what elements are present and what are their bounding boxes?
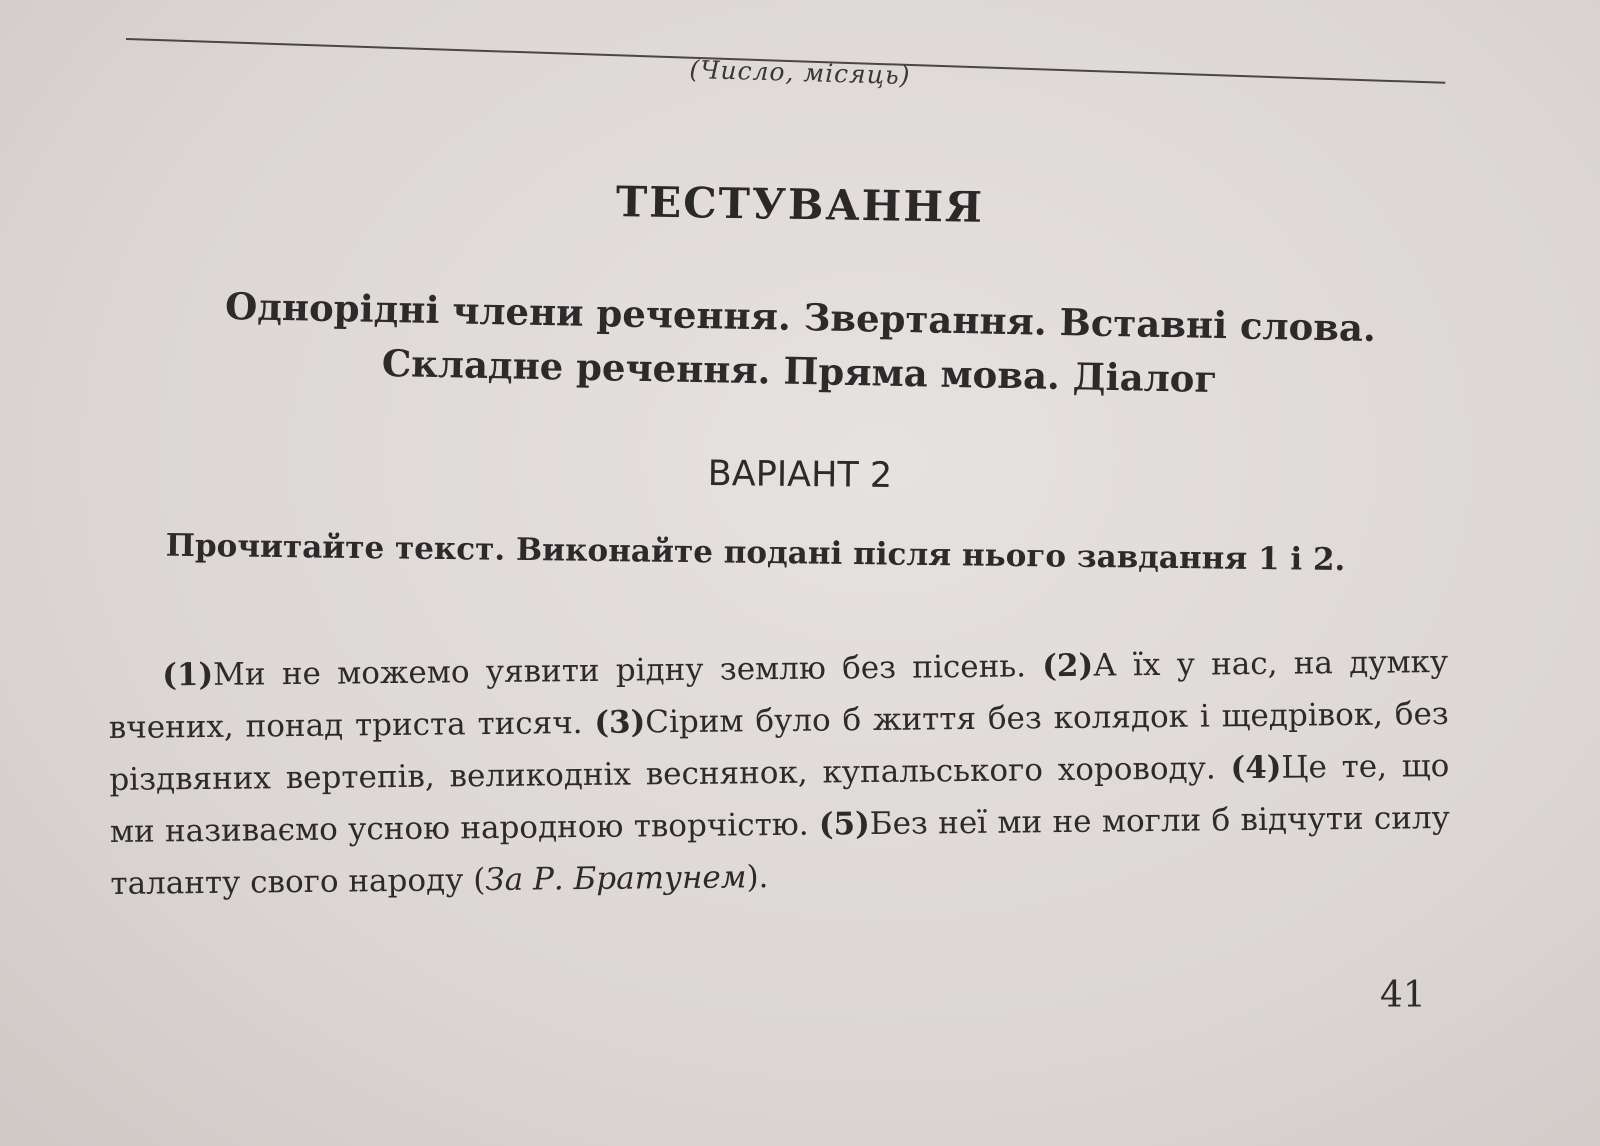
page-title: ТЕСТУВАННЯ <box>615 177 985 232</box>
sentence-text-4: Це те, що ми називаємо усною народною творчістю. <box>109 747 1450 850</box>
sentence-number-1: (1) <box>162 656 214 694</box>
subtitle-line-2: Складне речення. Пряма мова. Діалог <box>381 340 1218 402</box>
sentence-number-3: (3) <box>594 704 646 741</box>
sentence-text-5: Без неї ми не могли б відчути силу таланту свого народу ( <box>110 799 1451 902</box>
variant-heading: ВАРІАНТ 2 <box>707 454 893 496</box>
subtitle-line-1: Однорідні члени речення. Звертання. Вставні слова. <box>224 283 1377 351</box>
sentence-text-3: Сірим було б життя без колядок і щедрівок, без різдвяних вертепів, великодніх веснянок, купальського хороводу. <box>109 695 1449 798</box>
sentence-number-2: (2) <box>1042 647 1094 685</box>
page-number: 41 <box>1380 975 1426 1016</box>
sentence-text-2: А їх у нас, на думку вчених, понад триста тисяч. <box>108 643 1449 746</box>
sentence-text-1: Ми не можемо уявити рідну землю без пісень. <box>212 648 1043 693</box>
page-subtitle <box>99 277 1501 412</box>
passage-closing: ). <box>746 859 769 896</box>
reading-passage <box>108 636 1451 910</box>
sentence-number-4: (4) <box>1230 749 1282 787</box>
date-caption: (Число, місяць) <box>689 54 911 91</box>
passage-author: За Р. Братунем <box>485 859 747 899</box>
task-instruction: Прочитайте текст. Виконайте подані після нього завдання 1 і 2. <box>165 527 1346 579</box>
sentence-number-5: (5) <box>818 806 871 843</box>
